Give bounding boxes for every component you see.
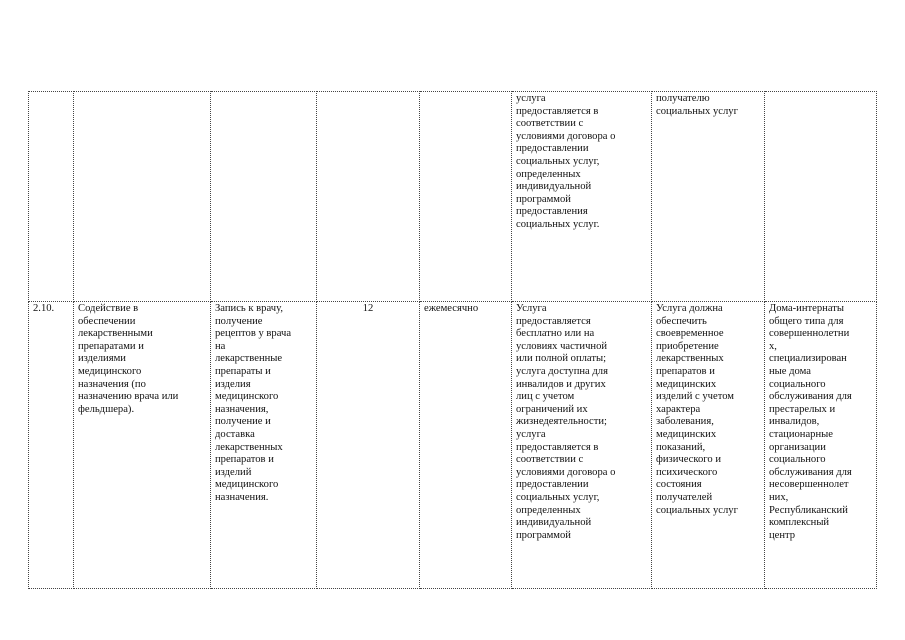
cell-volume: 12 (317, 302, 420, 589)
cell-number: 2.10. (29, 302, 74, 589)
cell-quality-indicators: получателю социальных услуг (652, 92, 765, 302)
cell-providers: Дома-интернаты общего типа для совершеннолетни х, специализирован ные дома социального обслуживания для престарелых и инвалидов, стационарные организации социального обслуживания для несовершеннолет них, Республиканский комплексный центр (765, 302, 877, 589)
cell-service-content (211, 92, 317, 302)
cell-volume (317, 92, 420, 302)
cell-quality-indicators: Услуга должна обеспечить своевременное приобретение лекарственных препаратов и медицинских изделий с учетом характера заболевания, медицинских показаний, физического и психического состояния получателей социальных услуг (652, 302, 765, 589)
table-row (29, 92, 877, 302)
cell-periodicity (420, 92, 512, 302)
cell-service-content: Запись к врачу, получение рецептов у врача на лекарственные препараты и изделия медицинского назначения, получение и доставка лекарственных препаратов и изделий медицинского назначения. (211, 302, 317, 589)
services-table (28, 91, 877, 589)
cell-conditions: Услуга предоставляется бесплатно или на условиях частичной или полной оплаты; услуга доступна для инвалидов и других лиц с учетом ограничений их жизнедеятельности; услуга предоставляется в соответствии с условиями договора о предоставлении социальных услуг, определенных индивидуальной программой (512, 302, 652, 589)
cell-service-name (74, 92, 211, 302)
cell-number (29, 92, 74, 302)
cell-service-name: Содействие в обеспечении лекарственными препаратами и изделиями медицинского назначения (по назначению врача или фельдшера). (74, 302, 211, 589)
table-row (29, 302, 877, 589)
cell-periodicity: ежемесячно (420, 302, 512, 589)
cell-conditions: услуга предоставляется в соответствии с условиями договора о предоставлении социальных услуг, определенных индивидуальной программой предоставления социальных услуг. (512, 92, 652, 302)
cell-providers (765, 92, 877, 302)
